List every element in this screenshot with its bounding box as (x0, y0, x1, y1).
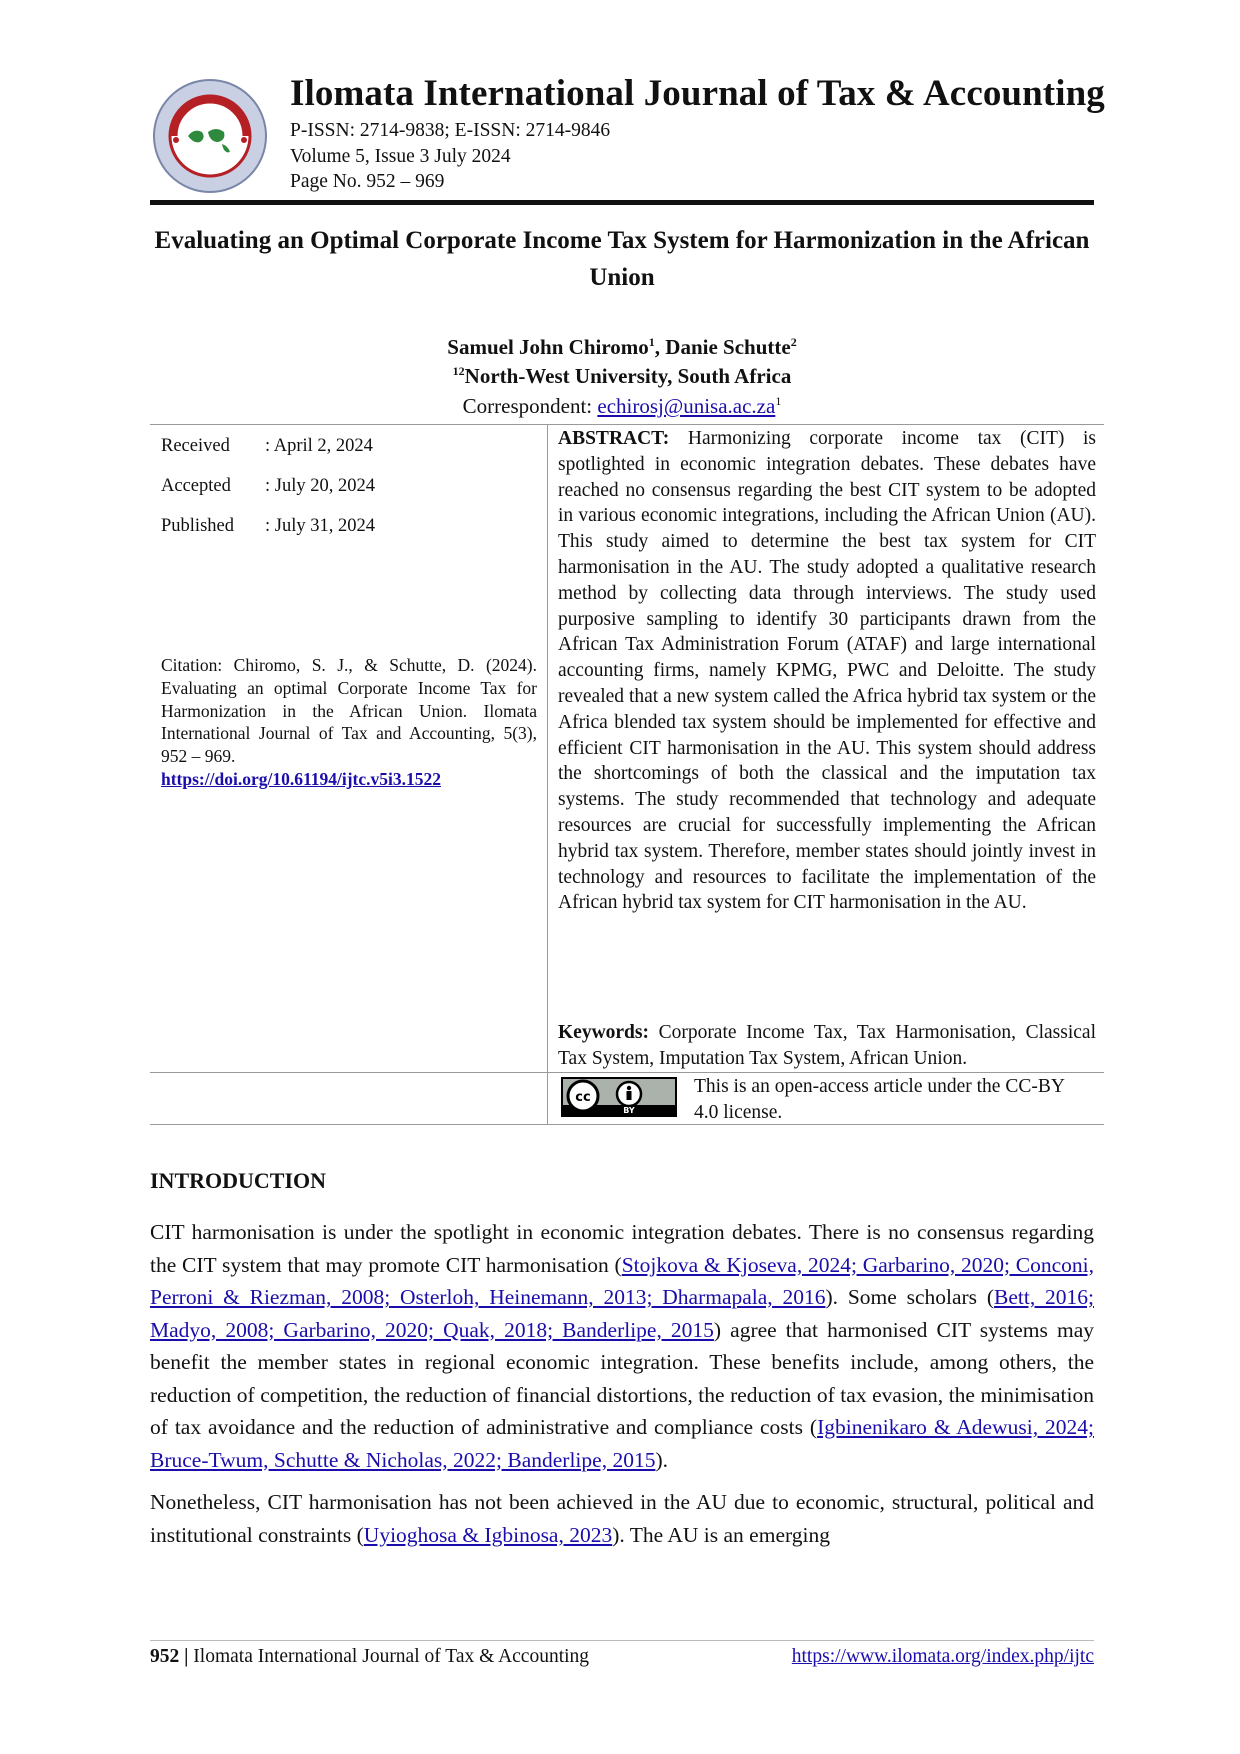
author-1: Samuel John Chiromo (447, 335, 649, 359)
affiliation-text: North-West University, South Africa (464, 364, 792, 388)
received-date: : April 2, 2024 (265, 436, 373, 456)
journal-logo-icon (152, 78, 268, 194)
section-heading-introduction: INTRODUCTION (150, 1168, 327, 1193)
abstract-text: Harmonizing corporate income tax (CIT) is spotlighted in economic integration debates. These debates have reached no consensus regarding the best CIT system to be adopted in various economic integrations, including the African Union (AU). This study aimed to determine the best tax system for CIT harmonisation in the AU. The study adopted a qualitative research method by collecting data through interviews. The study used purposive sampling to identify 30 participants drawn from the African Tax Administration Forum (ATAF) and large international accounting firms, namely KPMG, PWC and Deloitte. The study revealed that a new system called the Africa hybrid tax system or the Africa blended tax system should be implemented for effective and efficient CIT harmonisation in the AU. This system should address the shortcomings of both the classical and the imputation tax systems. The study recommended that technology and adequate resources are crucial for successfully implementing the African hybrid tax system. Therefore, member states should jointly invest in technology and resources to facilitate the implementation of the African hybrid tax system for CIT harmonisation in the AU. (558, 428, 1096, 914)
p2-text: Nonetheless, CIT harmonisation has not been achieved in the AU due to economic, structural, political and institutional constraints ( (150, 1490, 1094, 1547)
license-text: This is an open-access article under the CC-BY 4.0 license. (694, 1076, 1065, 1123)
abstract-label: ABSTRACT: (558, 428, 670, 449)
published-date: : July 31, 2024 (265, 516, 375, 536)
svg-text:cc: cc (575, 1090, 591, 1105)
paragraph-2 (150, 1486, 1094, 1551)
journal-meta (290, 118, 610, 195)
citation-link[interactable]: Igbinenikaro & Adewusi, 2024; Bruce-Twum, Schutte & Nicholas, 2022; Banderlipe, 2015 (150, 1415, 1094, 1472)
keywords-text: Corporate Income Tax, Tax Harmonisation, Classical Tax System, Imputation Tax System, African Union. (558, 1022, 1097, 1069)
issn-line: P-ISSN: 2714-9838; E-ISSN: 2714-9846 (290, 120, 611, 141)
paragraph-1 (150, 1216, 1094, 1476)
keywords-block (558, 1020, 1096, 1072)
citation-link[interactable]: Uyioghosa & Igbinosa, 2023 (363, 1522, 613, 1547)
p1-text: CIT harmonisation is under the spotlight in economic integration debates. There is no consensus regarding the CIT system that may promote CIT harmonisation ( (150, 1220, 1094, 1277)
citation-link[interactable]: Stojkova & Kjoseva, 2024; Garbarino, 2020; Conconi, Perroni & Riezman, 2008; Osterloh, Heinemann, 2013; Dharmapala, 2016 (150, 1252, 1094, 1309)
p2-text: ). The AU is an emerging (612, 1522, 830, 1547)
p1-text: ) agree that harmonised CIT systems may benefit the member states in regional economic integration. These benefits include, among others, the reduction of competition, the reduction of financial distortions, the reduction of tax evasion, the minimisation of tax avoidance and the reduction of administrative and compliance costs ( (150, 1317, 1094, 1439)
authors (150, 333, 1094, 361)
citation-block (161, 654, 537, 791)
p1-text: ). (655, 1447, 668, 1472)
table-row-rule (150, 1072, 1104, 1073)
author-2-sup: 2 (790, 335, 797, 349)
accepted-label: Accepted (161, 476, 231, 496)
cc-by-badge-graphic (563, 1079, 675, 1115)
published-label: Published (161, 516, 234, 536)
published-row (161, 506, 375, 546)
keywords-label: Keywords: (558, 1022, 649, 1043)
article-title: Evaluating an Optimal Corporate Income Tax System for Harmonization in the African Union (154, 227, 1090, 291)
p1-text: ). Some scholars ( (825, 1285, 995, 1309)
accepted-date: : July 20, 2024 (265, 476, 375, 496)
footer-left (150, 1646, 589, 1668)
footer-rule (150, 1640, 1094, 1641)
doi-link[interactable]: https://doi.org/10.61194/ijtc.v5i3.1522 (161, 768, 441, 789)
author-2: Danie Schutte (665, 335, 791, 359)
received-label: Received (161, 436, 230, 456)
affiliation-sup: 12 (452, 364, 465, 378)
cc-by-icon[interactable] (561, 1077, 677, 1117)
correspondent-email-link[interactable]: echirosj@unisa.ac.za (597, 394, 776, 418)
correspondent (150, 392, 1094, 420)
author-1-sup: 1 (648, 335, 655, 349)
journal-title: Ilomata International Journal of Tax & Accounting (290, 73, 1105, 114)
volume-line: Volume 5, Issue 3 July 2024 (290, 145, 511, 167)
article-dates (161, 426, 375, 546)
author-separator: , (654, 335, 666, 359)
table-top-rule (150, 424, 1104, 425)
pages-line: Page No. 952 – 969 (290, 171, 445, 192)
table-column-divider (547, 424, 548, 1124)
logo-globe-icon (152, 78, 268, 194)
page-number: 952 (150, 1646, 180, 1667)
affiliation (150, 362, 1094, 390)
abstract-block (558, 426, 1096, 916)
accepted-row (161, 466, 375, 506)
correspondent-sup: 1 (775, 394, 782, 408)
received-row (161, 426, 375, 466)
correspondent-label: Correspondent: (462, 394, 598, 418)
header-rule (150, 200, 1094, 205)
page-footer (150, 1646, 1094, 1668)
citation-text: Citation: Chiromo, S. J., & Schutte, D. (2024). Evaluating an optimal Corporate Income Tax for Harmonization in the African Union. Ilomata International Journal of Tax and Accounting, 5(3), 952 – 969. (161, 655, 537, 767)
footer-separator: | (179, 1646, 194, 1667)
cc-badge-by-label: BY (623, 1106, 635, 1115)
journal-url-link[interactable]: https://www.ilomata.org/index.php/ijtc (791, 1646, 1094, 1667)
footer-journal: Ilomata International Journal of Tax & Accounting (193, 1646, 590, 1667)
citation-link[interactable]: Bett, 2016; Madyo, 2008; Garbarino, 2020; Quak, 2018; Banderlipe, 2015 (150, 1285, 1094, 1342)
